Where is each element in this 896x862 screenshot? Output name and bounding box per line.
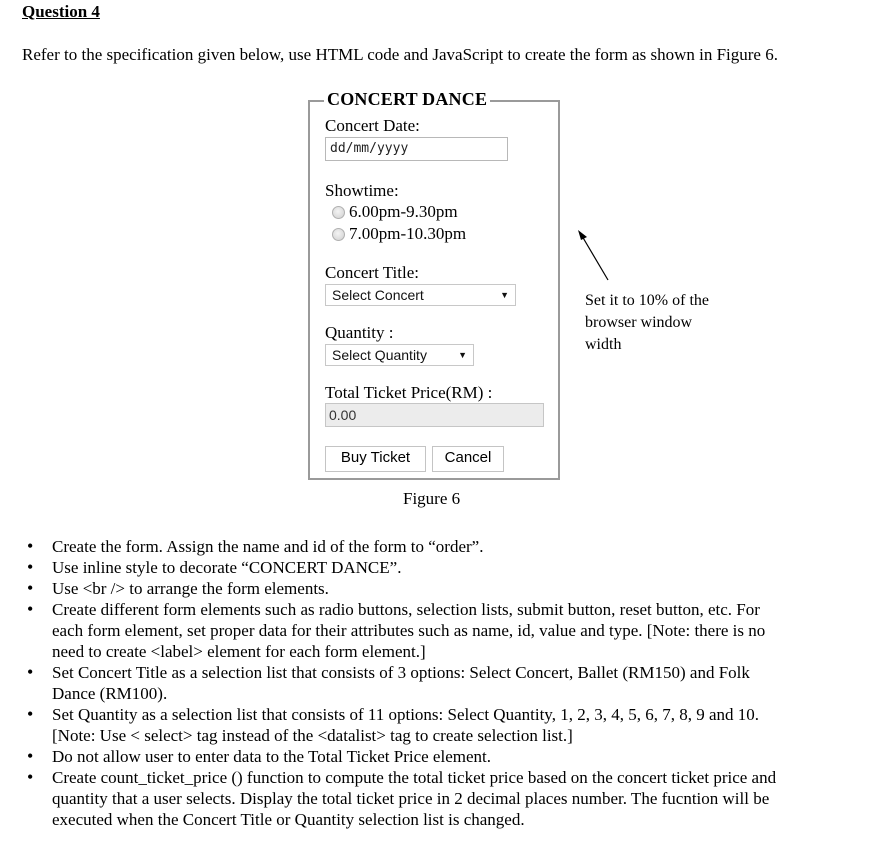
intro-paragraph: Refer to the specification given below, use HTML code and JavaScript to create the form as shown in Figure 6. bbox=[22, 45, 778, 64]
showtime-option-1[interactable] bbox=[332, 202, 458, 222]
question-heading: Question 4 bbox=[22, 2, 100, 21]
total-price-label: Total Ticket Price(RM) : bbox=[325, 383, 493, 402]
buy-ticket-button[interactable]: Buy Ticket bbox=[325, 446, 426, 472]
showtime-option-label: 6.00pm-9.30pm bbox=[349, 202, 458, 221]
list-item: • Use inline style to decorate “CONCERT DANCE”. bbox=[22, 557, 792, 578]
concert-date-input[interactable]: dd/mm/yyyy bbox=[325, 137, 508, 161]
dropdown-arrow-icon: ▼ bbox=[458, 350, 467, 360]
list-item: • Create different form elements such as radio buttons, selection lists, submit button, reset button, etc. For each form element, set proper data for their attributes such as name, id, value and type. [Note: there is no need to create <label> element for each form element.] bbox=[22, 599, 792, 662]
concert-date-label: Concert Date: bbox=[325, 116, 420, 135]
list-item: • Use <br /> to arrange the form elements. bbox=[22, 578, 792, 599]
width-annotation-note: Set it to 10% of the browser window width bbox=[585, 292, 709, 353]
radio-button-icon[interactable] bbox=[332, 206, 345, 219]
figure-caption: Figure 6 bbox=[403, 489, 461, 508]
concert-title-value: Select Concert bbox=[332, 287, 424, 303]
list-item: • Set Quantity as a selection list that consists of 11 options: Select Quantity, 1, 2, 3, 4, 5, 6, 7, 8, 9 and 10. [Note: Use < select> tag instead of the <datalist> tag to create selection list.] bbox=[22, 704, 792, 746]
showtime-option-2[interactable] bbox=[332, 224, 466, 244]
quantity-value: Select Quantity bbox=[332, 347, 427, 363]
radio-button-icon[interactable] bbox=[332, 228, 345, 241]
showtime-label: Showtime: bbox=[325, 181, 399, 200]
quantity-label: Quantity : bbox=[325, 323, 394, 342]
list-item: • Create the form. Assign the name and id of the form to “order”. bbox=[22, 536, 792, 557]
cancel-button[interactable]: Cancel bbox=[432, 446, 504, 472]
quantity-select[interactable] bbox=[325, 344, 474, 366]
list-item: • Create count_ticket_price () function to compute the total ticket price based on the concert ticket price and quantity that a user selects. Display the total ticket price in 2 decimal places number. The fucntion will be executed when the Concert Title or Quantity selection list is changed. bbox=[22, 767, 792, 830]
showtime-option-label: 7.00pm-10.30pm bbox=[349, 224, 467, 243]
list-item: • Do not allow user to enter data to the Total Ticket Price element. bbox=[22, 746, 792, 767]
list-item: • Set Concert Title as a selection list that consists of 3 options: Select Concert, Ballet (RM150) and Folk Dance (RM100). bbox=[22, 662, 792, 704]
annotation-arrow-icon bbox=[572, 226, 616, 284]
fieldset-legend: CONCERT DANCE bbox=[324, 89, 490, 110]
total-price-input: 0.00 bbox=[325, 403, 544, 427]
concert-title-select[interactable] bbox=[325, 284, 516, 306]
dropdown-arrow-icon: ▼ bbox=[500, 290, 509, 300]
requirements-list bbox=[22, 536, 792, 830]
concert-title-label: Concert Title: bbox=[325, 263, 419, 282]
